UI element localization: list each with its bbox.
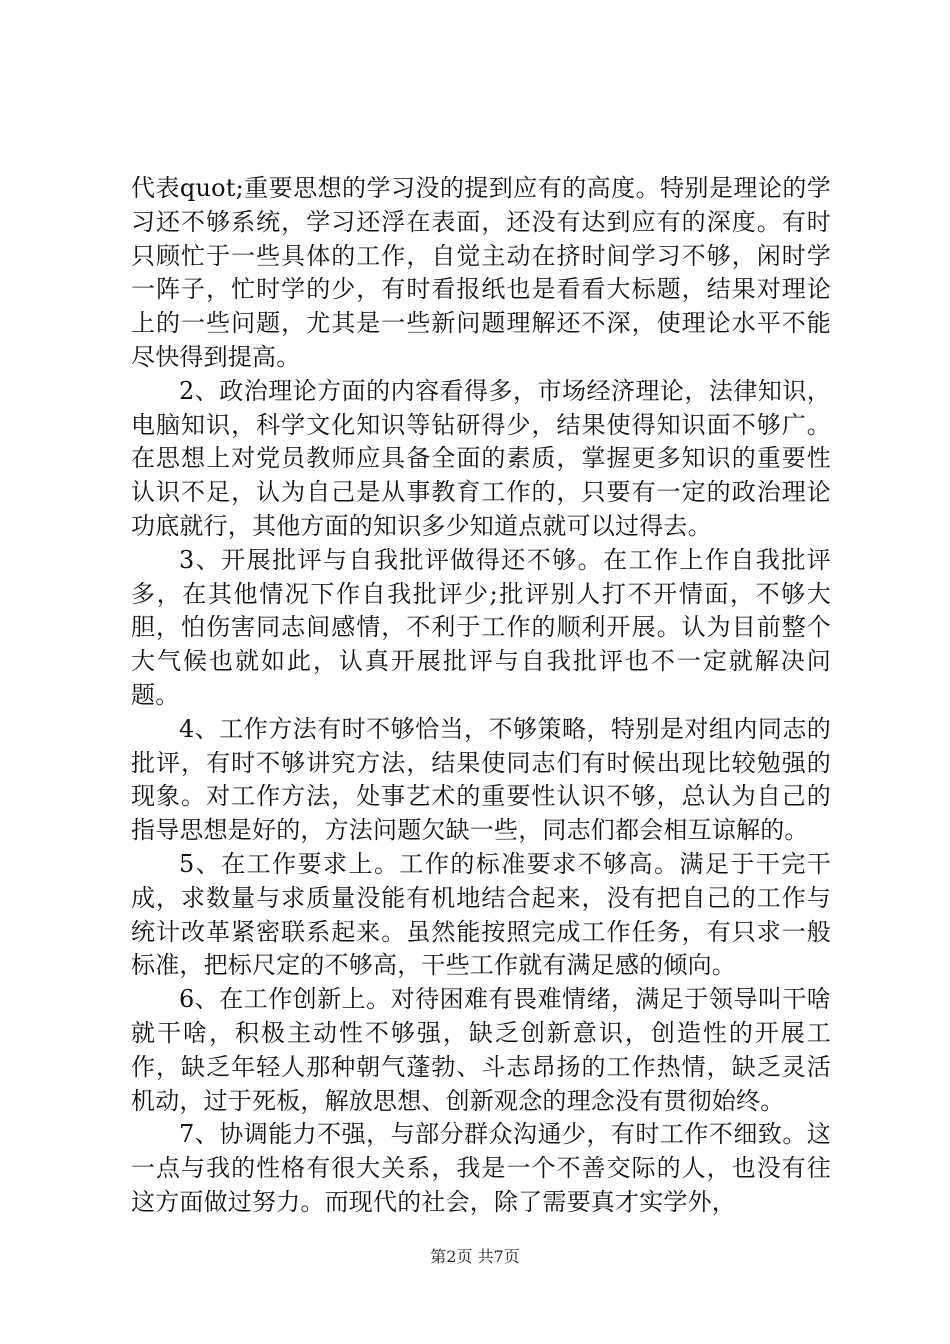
paragraph-continuation: 代表quot;重要思想的学习没的提到应有的高度。特别是理论的学习还不够系统，学习还浮在表面，还没有达到应有的深度。有时只顾忙于一些具体的工作，自觉主动在挤时间学习不够，闲时学一阵子，忙时学的少，有时看报纸也是看看大标题，结果对理论上的一些问题，尤其是一些新问题理解还不深，使理论水平不能尽快得到提高。 — [131, 174, 831, 371]
paragraph-item-6: 6、在工作创新上。对待困难有畏难情绪，满足于领导叫干啥就干啥，积极主动性不够强，缺乏创新意识，创造性的开展工作，缺乏年轻人那种朝气蓬勃、斗志昂扬的工作热情，缺乏灵活机动，过于死板，解放思想、创新观念的理念没有贯彻始终。 — [131, 985, 831, 1115]
paragraph-item-7: 7、协调能力不强，与部分群众沟通少，有时工作不细致。这一点与我的性格有很大关系，我是一个不善交际的人，也没有往这方面做过努力。而现代的社会，除了需要真才实学外， — [131, 1120, 831, 1216]
page-footer: 第2页 共7页 — [430, 1247, 520, 1266]
paragraph-item-2: 2、政治理论方面的内容看得多，市场经济理论，法律知识，电脑知识，科学文化知识等钻研得少，结果使得知识面不够广。在思想上对党员教师应具备全面的素质，掌握更多知识的重要性认识不足，认为自己是从事教育工作的，只要有一定的政治理论功底就行，其他方面的知识多少知道点就可以过得去。 — [131, 376, 831, 540]
document-body — [131, 172, 831, 1220]
paragraph-item-5: 5、在工作要求上。工作的标准要求不够高。满足于干完干成，求数量与求质量没能有机地结合起来，没有把自己的工作与统计改革紧密联系起来。虽然能按照完成工作任务，有只求一般标准，把标尺定的不够高，干些工作就有满足感的倾向。 — [131, 849, 831, 980]
paragraph-item-4: 4、工作方法有时不够恰当，不够策略，特别是对组内同志的批评，有时不够讲究方法，结果使同志们有时候出现比较勉强的现象。对工作方法，处事艺术的重要性认识不够，总认为自己的指导思想是好的，方法问题欠缺一些，同志们都会相互谅解的。 — [131, 714, 831, 845]
paragraph-item-3: 3、开展批评与自我批评做得还不够。在工作上作自我批评多，在其他情况下作自我批评少;批评别人打不开情面，不够大胆，怕伤害同志间感情，不利于工作的顺利开展。认为目前整个大气候也就如此，认真开展批评与自我批评也不一定就解决问题。 — [131, 545, 831, 709]
